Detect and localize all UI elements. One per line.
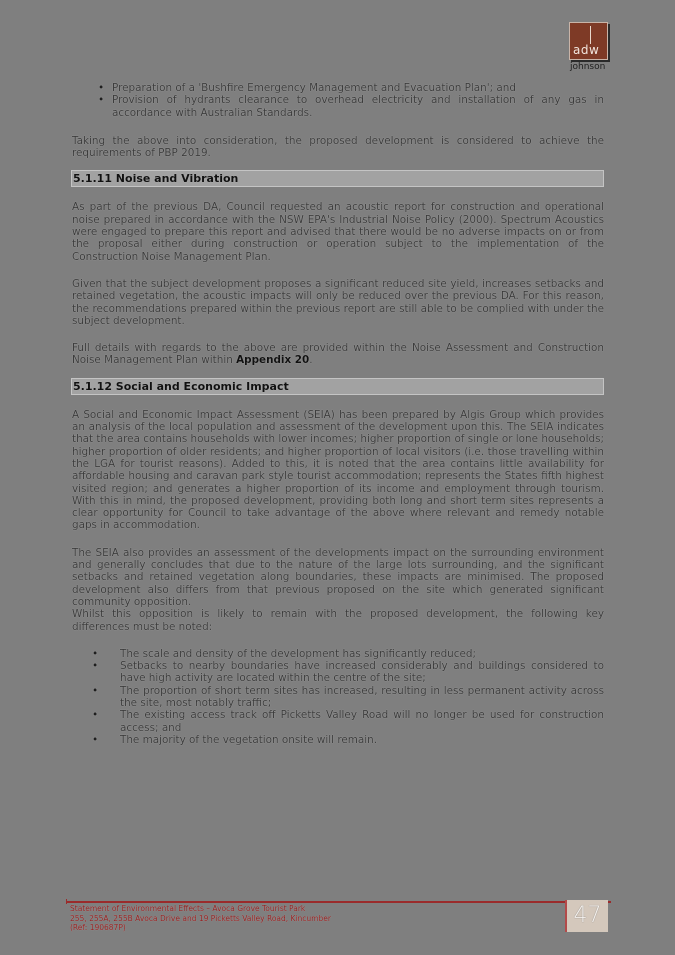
- list-item: • The scale and density of the development has significantly reduced;: [120, 648, 604, 660]
- page-number-box: [565, 900, 608, 932]
- footer-divider: [66, 901, 611, 903]
- list-item: • Setbacks to nearby boundaries have increased considerably and buildings considered to have high activity are located within the centre of the site;: [120, 660, 604, 685]
- footer: [70, 904, 331, 933]
- company-logo: [569, 22, 615, 74]
- noise-paragraph-1: As part of the previous DA, Council requested an acoustic report for construction and operational noise prepared in accordance with the NSW EPA's Industrial Noise Policy (2000). Spectrum Acoustics were engaged to prepare this report and advised that there would be no adverse impacts on or from the proposal either during construction or operation subject to the implementation of the Construction Noise Management Plan.: [72, 201, 604, 263]
- footer-reference: (Ref: 190687P): [70, 923, 126, 933]
- social-paragraph-2: The SEIA also provides an assessment of the developments impact on the surrounding environment and generally concludes that due to the nature of the large lots surrounding, and the significant setbacks and retained vegetation along boundaries, these impacts are minimised. The proposed development also differs from that previous proposed on the site which generated significant community opposition.: [72, 546, 604, 608]
- list-item: • Provision of hydrants clearance to overhead electricity and installation of any gas in accordance with Australian Standards.: [112, 94, 604, 119]
- section-heading-social-economic: 5.1.12 Social and Economic Impact: [71, 378, 604, 395]
- list-item: • The existing access track off Picketts Valley Road will no longer be used for construction access; and: [120, 709, 604, 734]
- section-heading-noise: 5.1.11 Noise and Vibration: [71, 170, 604, 187]
- list-item: • Preparation of a 'Bushfire Emergency Management and Evacuation Plan'; and: [112, 82, 604, 94]
- bushfire-requirements-list: [72, 82, 604, 119]
- logo-divider: [590, 26, 591, 44]
- pbp-conclusion-paragraph: Taking the above into consideration, the proposed development is considered to achieve the requirements of PBP 2019.: [72, 134, 604, 160]
- list-item: • The majority of the vegetation onsite will remain.: [120, 734, 604, 746]
- logo-mark-text: adw: [573, 43, 600, 57]
- page-content: [72, 82, 604, 746]
- logo-mark: [569, 22, 608, 60]
- logo-name: johnson: [570, 62, 606, 72]
- social-paragraph-1: A Social and Economic Impact Assessment (SEIA) has been prepared by Algis Group which provides an analysis of the local population and assessment of the development upon this. The SEIA indicates that the area contains households with lower incomes; higher proportion of single or lone households; higher proportion of older residents; and higher proportion of local visitors (i.e. those travelling within the LGA for tourist reasons). Added to this, it is noted that the area contains little availability for affordable housing and caravan park style tourist accommodation; represents the States fifth highest visited region; and generates a higher proportion of its income and employment through tourism. With this in mind, the proposed development, providing both long and short term sites represents a clear opportunity for Council to take advantage of the above where relevant and remedy notable gaps in accommodation.: [72, 408, 604, 532]
- footer-document-title: Statement of Environmental Effects – Avoca Grove Tourist Park: [70, 904, 306, 913]
- appendix-reference: Appendix 20: [236, 354, 310, 367]
- page-number: 47: [573, 903, 602, 928]
- noise-paragraph-3: [72, 342, 604, 367]
- noise-closing-text: Full details with regards to the above are provided within the Noise Assessment and Construction Noise Management Plan within: [72, 342, 604, 367]
- key-differences-list: [72, 648, 604, 746]
- period: .: [309, 354, 313, 367]
- social-paragraph-3: Whilst this opposition is likely to remain with the proposed development, the following key differences must be noted:: [72, 608, 604, 633]
- list-item: • The proportion of short term sites has increased, resulting in less permanent activity across the site, most notably traffic;: [120, 685, 604, 710]
- footer-address: 255, 255A, 255B Avoca Drive and 19 Picketts Valley Road, Kincumber: [70, 913, 331, 923]
- noise-paragraph-2: Given that the subject development proposes a significant reduced site yield, increases setbacks and retained vegetation, the acoustic impacts will only be reduced over the previous DA. For this reason, the recommendations prepared within the previous report are still able to be complied with under the subject development.: [72, 277, 604, 327]
